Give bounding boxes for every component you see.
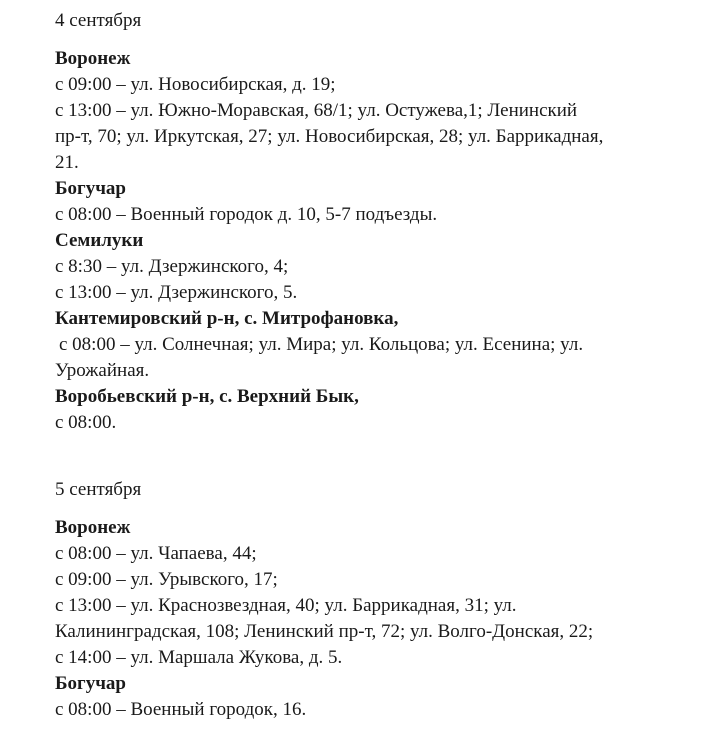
- schedule-line: с 14:00 – ул. Маршала Жукова, д. 5.: [55, 647, 343, 668]
- place-heading: Воронеж: [55, 517, 131, 538]
- schedule-line: с 08:00 – Военный городок д. 10, 5-7 подъезды.: [55, 204, 438, 225]
- schedule-line: с 08:00 – ул. Солнечная; ул. Мира; ул. Кольцова; ул. Есенина; ул.: [59, 334, 584, 355]
- schedule-document: [55, 8, 715, 723]
- place-heading: Кантемировский р-н, с. Митрофановка,: [55, 308, 399, 329]
- date-heading: 5 сентября: [55, 479, 142, 500]
- schedule-line: с 09:00 – ул. Урывского, 17;: [55, 569, 278, 590]
- schedule-line: с 09:00 – ул. Новосибирская, д. 19;: [55, 74, 336, 95]
- schedule-line: с 08:00 – Военный городок, 16.: [55, 699, 307, 720]
- place-heading: Воронеж: [55, 48, 131, 69]
- schedule-line: с 8:30 – ул. Дзержинского, 4;: [55, 256, 289, 277]
- place-heading: Воробьевский р-н, с. Верхний Бык,: [55, 386, 359, 407]
- schedule-line: Калининградская, 108; Ленинский пр-т, 72; ул. Волго-Донская, 22;: [55, 621, 594, 642]
- schedule-line: 21.: [55, 152, 79, 173]
- schedule-line: с 13:00 – ул. Краснозвездная, 40; ул. Баррикадная, 31; ул.: [55, 595, 517, 616]
- place-heading: Богучар: [55, 673, 126, 694]
- place-heading: Богучар: [55, 178, 126, 199]
- schedule-line: пр-т, 70; ул. Иркутская, 27; ул. Новосибирская, 28; ул. Баррикадная,: [55, 126, 604, 147]
- schedule-line: с 08:00 – ул. Чапаева, 44;: [55, 543, 257, 564]
- schedule-line: с 13:00 – ул. Дзержинского, 5.: [55, 282, 298, 303]
- place-heading: Семилуки: [55, 230, 144, 251]
- schedule-line: с 08:00.: [55, 412, 117, 433]
- date-heading: 4 сентября: [55, 10, 142, 31]
- schedule-line: с 13:00 – ул. Южно-Моравская, 68/1; ул. Остужева,1; Ленинский: [55, 100, 578, 121]
- schedule-line: Урожайная.: [55, 360, 150, 381]
